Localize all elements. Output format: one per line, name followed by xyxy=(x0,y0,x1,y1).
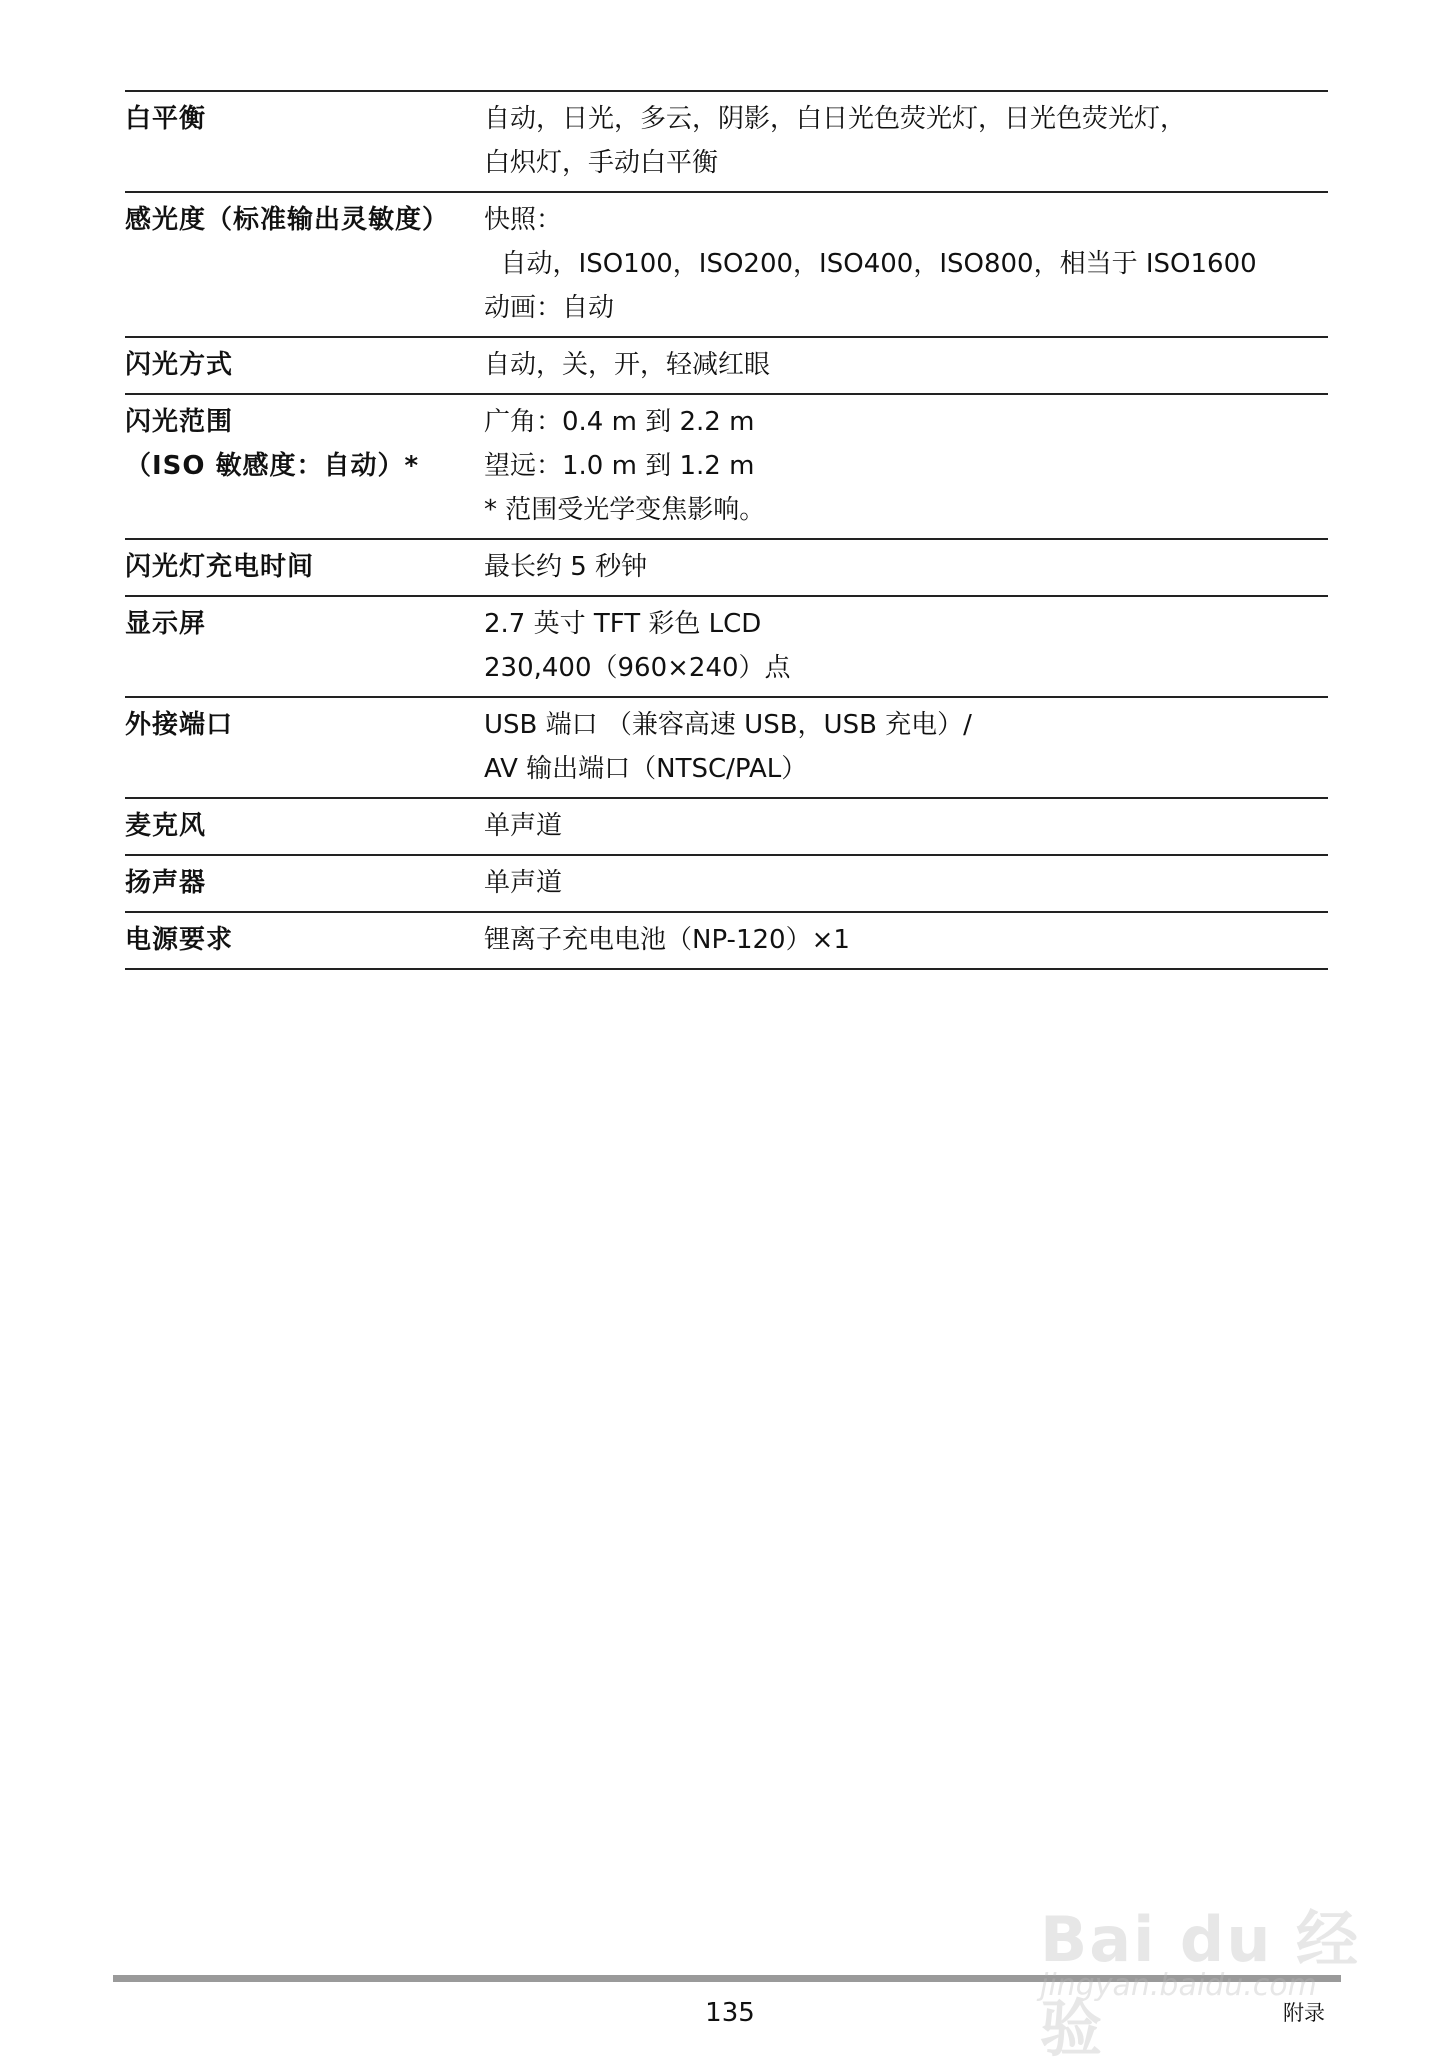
spec-label xyxy=(125,343,484,387)
spec-value xyxy=(484,400,1328,532)
spec-row xyxy=(125,698,1328,799)
spec-value-line: 自动，日光，多云，阴影，白日光色荧光灯，日光色荧光灯， xyxy=(484,104,1187,134)
spec-label xyxy=(125,97,484,185)
spec-value-line: USB 端口 （兼容高速 USB，USB 充电）/ xyxy=(484,710,972,740)
spec-row xyxy=(125,92,1328,193)
spec-row xyxy=(125,597,1328,698)
spec-value-line: 单声道 xyxy=(484,868,563,898)
spec-value-line: 动画：自动 xyxy=(484,293,615,323)
spec-value-line: 2.7 英寸 TFT 彩色 LCD xyxy=(484,609,762,639)
spec-value-line: 锂离子充电电池（NP-120）×1 xyxy=(484,925,850,955)
spec-label-line: 白平衡 xyxy=(125,104,207,134)
spec-value xyxy=(484,602,1328,690)
spec-value-line: 广角：0.4 m 到 2.2 m xyxy=(484,407,755,437)
spec-value-line: 自动，ISO100，ISO200，ISO400，ISO800，相当于 ISO1600 xyxy=(484,249,1257,279)
spec-label xyxy=(125,545,484,589)
spec-value xyxy=(484,703,1328,791)
spec-label xyxy=(125,804,484,848)
section-name: 附录 xyxy=(1283,2001,1325,2025)
spec-value xyxy=(484,97,1328,185)
spec-label-line: 扬声器 xyxy=(125,868,207,898)
spec-label-line: 感光度（标准输出灵敏度） xyxy=(125,205,450,235)
spec-value-line: 白炽灯，手动白平衡 xyxy=(484,148,719,178)
spec-label xyxy=(125,703,484,791)
spec-label-line: 外接端口 xyxy=(125,710,234,740)
spec-value xyxy=(484,918,1328,962)
spec-value-line: 望远：1.0 m 到 1.2 m xyxy=(484,451,755,481)
spec-value-line: 自动，关，开，轻减红眼 xyxy=(484,350,771,380)
spec-value-line: * 范围受光学变焦影响。 xyxy=(484,495,766,525)
spec-label-line: 闪光范围 xyxy=(125,407,234,437)
spec-value-line: 最长约 5 秒钟 xyxy=(484,552,648,582)
spec-row xyxy=(125,338,1328,395)
spec-row xyxy=(125,395,1328,540)
spec-label xyxy=(125,400,484,532)
spec-label xyxy=(125,861,484,905)
spec-value-line: 快照： xyxy=(484,205,563,235)
spec-row xyxy=(125,913,1328,970)
spec-value xyxy=(484,804,1328,848)
page-number: 135 xyxy=(705,1998,755,2028)
spec-label xyxy=(125,602,484,690)
spec-label-line: 闪光灯充电时间 xyxy=(125,552,315,582)
spec-row xyxy=(125,540,1328,597)
spec-label-line: 麦克风 xyxy=(125,811,207,841)
spec-label xyxy=(125,198,484,330)
spec-label-line: 闪光方式 xyxy=(125,350,234,380)
spec-value xyxy=(484,861,1328,905)
spec-table xyxy=(125,90,1328,970)
spec-label-line: （ISO 敏感度：自动）* xyxy=(125,451,420,481)
spec-row xyxy=(125,193,1328,338)
spec-row xyxy=(125,856,1328,913)
spec-value-line: AV 输出端口（NTSC/PAL） xyxy=(484,754,808,784)
spec-value xyxy=(484,545,1328,589)
spec-label-line: 电源要求 xyxy=(125,925,234,955)
watermark-brand: Bai du 经验 xyxy=(1040,1903,1361,2065)
spec-value xyxy=(484,198,1328,330)
spec-row xyxy=(125,799,1328,856)
spec-label xyxy=(125,918,484,962)
spec-label-line: 显示屏 xyxy=(125,609,207,639)
spec-value-line: 单声道 xyxy=(484,811,563,841)
spec-value xyxy=(484,343,1328,387)
spec-value-line: 230,400（960×240）点 xyxy=(484,653,791,683)
watermark-url: jingyan.baidu.com xyxy=(1040,1968,1317,2003)
